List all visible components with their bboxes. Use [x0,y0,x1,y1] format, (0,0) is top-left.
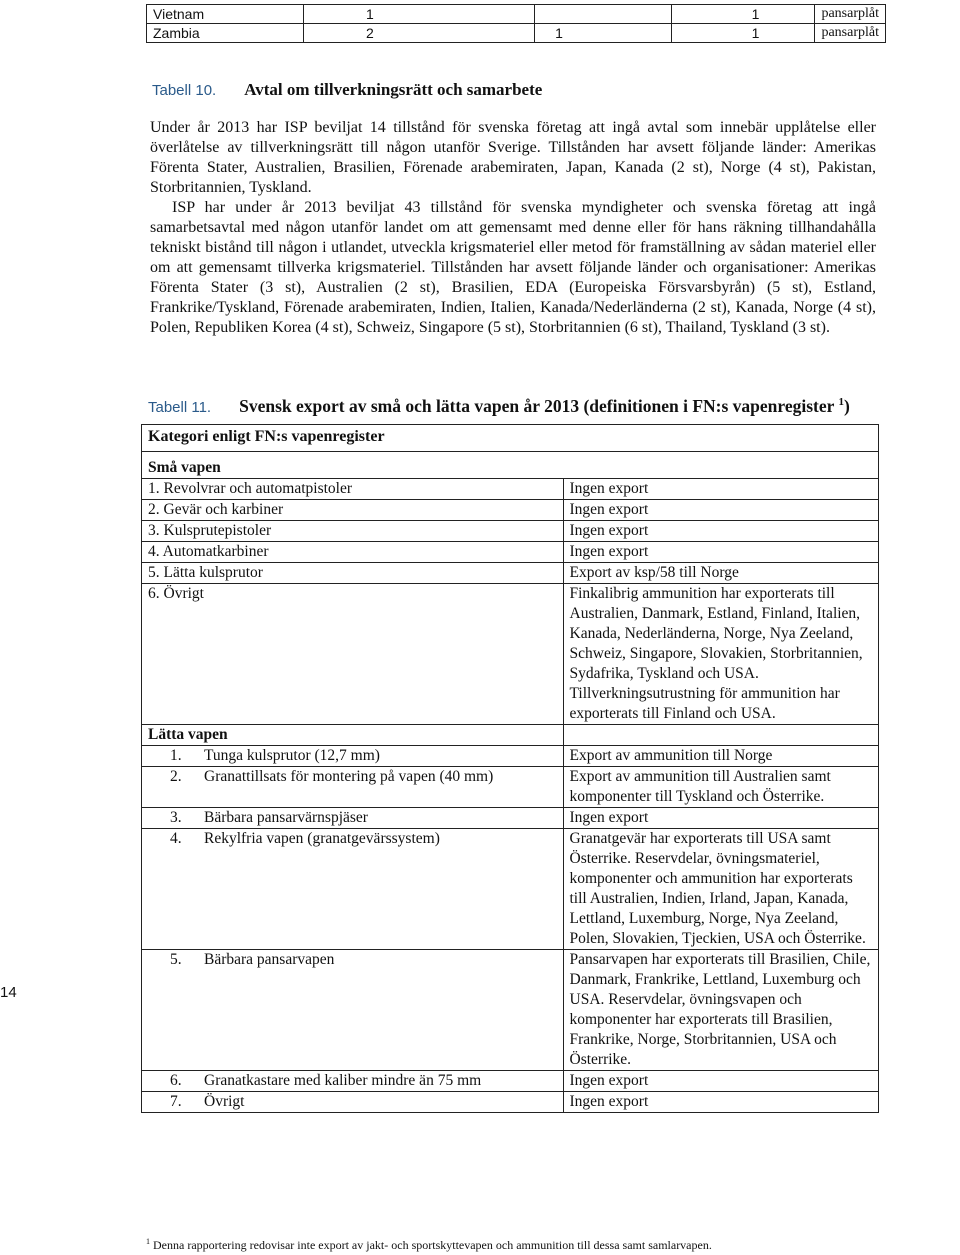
table-row [142,542,879,563]
item-number: 7. [170,1093,182,1110]
category-cell: 4. Automatkarbiner [142,542,564,563]
table-row [142,584,879,725]
value-cell: Ingen export [563,1092,879,1113]
table-row [142,1071,879,1092]
table-row [147,5,886,24]
table10-title: Avtal om tillverkningsrätt och samarbete [244,80,543,99]
weapons-export-table [141,424,879,1113]
footnote-text: Denna rapportering redovisar inte export av jakt- och sportskyttevapen och ammunition till dessa samt samlarvapen. [153,1238,712,1252]
table-row [142,808,879,829]
category-cell [142,767,564,808]
category-cell [142,746,564,767]
category-cell [142,1092,564,1113]
section-row [142,452,879,479]
item-label: Bärbara pansarvapen [204,951,335,968]
category-cell: 2. Gevär och karbiner [142,500,564,521]
table11-label: Tabell 11. [148,399,212,416]
section-row [142,725,879,746]
item-label: Granattillsats för montering på vapen (40 mm) [204,768,494,785]
table-cell: 2 [304,24,535,43]
item-number: 2. [170,768,182,785]
item-label: Granatkastare med kaliber mindre än 75 mm [204,1072,482,1089]
value-cell: Pansarvapen har exporterats till Brasilien, Chile, Danmark, Frankrike, Lettland, Luxemburg och USA. Reservdelar, övningsvapen och komponenter har exporterats till Brasilien, Frankrike, Norge, Storbritannien, USA och Österrike. [563,950,879,1071]
table11-caption [148,396,850,417]
table-row [142,479,879,500]
category-cell [142,829,564,950]
table-cell: 1 [304,5,535,24]
table-row [142,767,879,808]
value-cell: Export av ammunition till Norge [563,746,879,767]
footnote-ref: 1 [838,396,844,409]
item-label: Tunga kulsprutor (12,7 mm) [204,747,380,764]
footnote-marker: 1 [146,1237,150,1246]
page-number: 14 [0,984,17,1001]
table10-caption [152,80,542,100]
section-heading-light-weapons: Lätta vapen [142,725,564,746]
paragraph-cooperation [150,198,876,338]
table-row [142,1092,879,1113]
table-row [142,950,879,1071]
item-number: 5. [170,951,182,968]
value-cell: Ingen export [563,542,879,563]
item-number: 4. [170,830,182,847]
value-cell: Export av ksp/58 till Norge [563,563,879,584]
value-cell: Granatgevär har exporterats till USA samt Österrike. Reservdelar, övningsmateriel, komponenter och ammunition har exporterats till Australien, Indien, Irland, Japan, Kanada, Lettland, Luxemburg, Norge, Nya Zeeland, Polen, Slovakien, Tjeckien, USA och Österrike. [563,829,879,950]
table10-label: Tabell 10. [152,82,217,99]
table11-title: Svensk export av små och lätta vapen år 2013 (definitionen i FN:s vapenregister [239,396,839,416]
category-cell [142,1071,564,1092]
category-cell [142,950,564,1071]
category-cell: 6. Övrigt [142,584,564,725]
item-number: 3. [170,809,182,826]
table-row [142,500,879,521]
table-cell: 1 [535,24,671,43]
table-cell: 1 [671,24,815,43]
table-row [142,563,879,584]
table-header: Kategori enligt FN:s vapenregister [142,425,879,452]
table11-title-end: ) [843,396,850,416]
table-row [142,746,879,767]
footnote [146,1237,712,1253]
paragraph-text: Under år 2013 har ISP beviljat 14 tillstånd för svenska företag att ingå avtal som innebär upplåtelse eller överlåtelse av tillverkningsrätt till någon utanför Sverige. Tillstånden har avsett följande länder: Amerikas Förenta Stater, Australien, Brasilien, Förenade arabemiraten, Japan, Kanada (2 st), Norge (4 st), Pakistan, Storbritannien, Tyskland. [150,119,876,196]
table-row [142,829,879,950]
table-cell: 1 [671,5,815,24]
value-cell: Ingen export [563,808,879,829]
category-cell: 1. Revolvrar och automatpistoler [142,479,564,500]
value-cell: Ingen export [563,1071,879,1092]
paragraph-licensing [150,118,876,198]
value-cell: Ingen export [563,500,879,521]
item-number: 6. [170,1072,182,1089]
table-header-row [142,425,879,452]
table-cell: Zambia [147,24,304,43]
category-cell: 5. Lätta kulsprutor [142,563,564,584]
value-cell: Ingen export [563,479,879,500]
value-cell: Ingen export [563,521,879,542]
value-cell [563,725,879,746]
item-number: 1. [170,747,182,764]
category-cell [142,808,564,829]
paragraph-text: ISP har under år 2013 beviljat 43 tillstånd för svenska myndigheter och svenska företag att ingå samarbetsavtal med någon utanför landet om att gemensamt med denne eller för hans räkning tillhandahålla tekniskt bistånd till någon i utlandet, utveckla krigsmateriel eller metod för framställning av sådan materiel eller om att gemensamt tillverka krigsmateriel. Tillstånden har avsett följande länder och organisationer: Amerikas Förenta Stater (3 st), Australien (2 st), Brasilien, EDA (Europeiska Försvarsbyrån) (5 st), Estland, Frankrike/Tyskland, Förenade arabemiraten, Indien, Italien, Kanada/Nederländerna (2 st), Kanada, Norge (4 st), Polen, Republiken Korea (4 st), Schweiz, Singapore (5 st), Storbritannien (6 st), Thailand, Tyskland (3 st). [150,199,876,336]
table-cell [535,5,671,24]
item-label: Övrigt [204,1093,245,1110]
country-table [146,4,886,43]
table-row [147,24,886,43]
item-label: Rekylfria vapen (granatgevärssystem) [204,830,440,847]
table-row [142,521,879,542]
value-cell: Finkalibrig ammunition har exporterats till Australien, Danmark, Estland, Finland, Italien, Kanada, Nederländerna, Norge, Nya Zeeland, Schweiz, Singapore, Slovakien, Storbritannien, Sydafrika, Tyskland och USA. Tillverkningsutrustning för ammunition har exporterats till Finland och USA. [563,584,879,725]
section-heading-small-arms: Små vapen [142,452,879,479]
table-cell: pansarplåt [815,5,886,24]
value-cell: Export av ammunition till Australien samt komponenter till Tyskland och Österrike. [563,767,879,808]
table-cell: Vietnam [147,5,304,24]
item-label: Bärbara pansarvärnspjäser [204,809,368,826]
table-cell: pansarplåt [815,24,886,43]
category-cell: 3. Kulsprutepistoler [142,521,564,542]
